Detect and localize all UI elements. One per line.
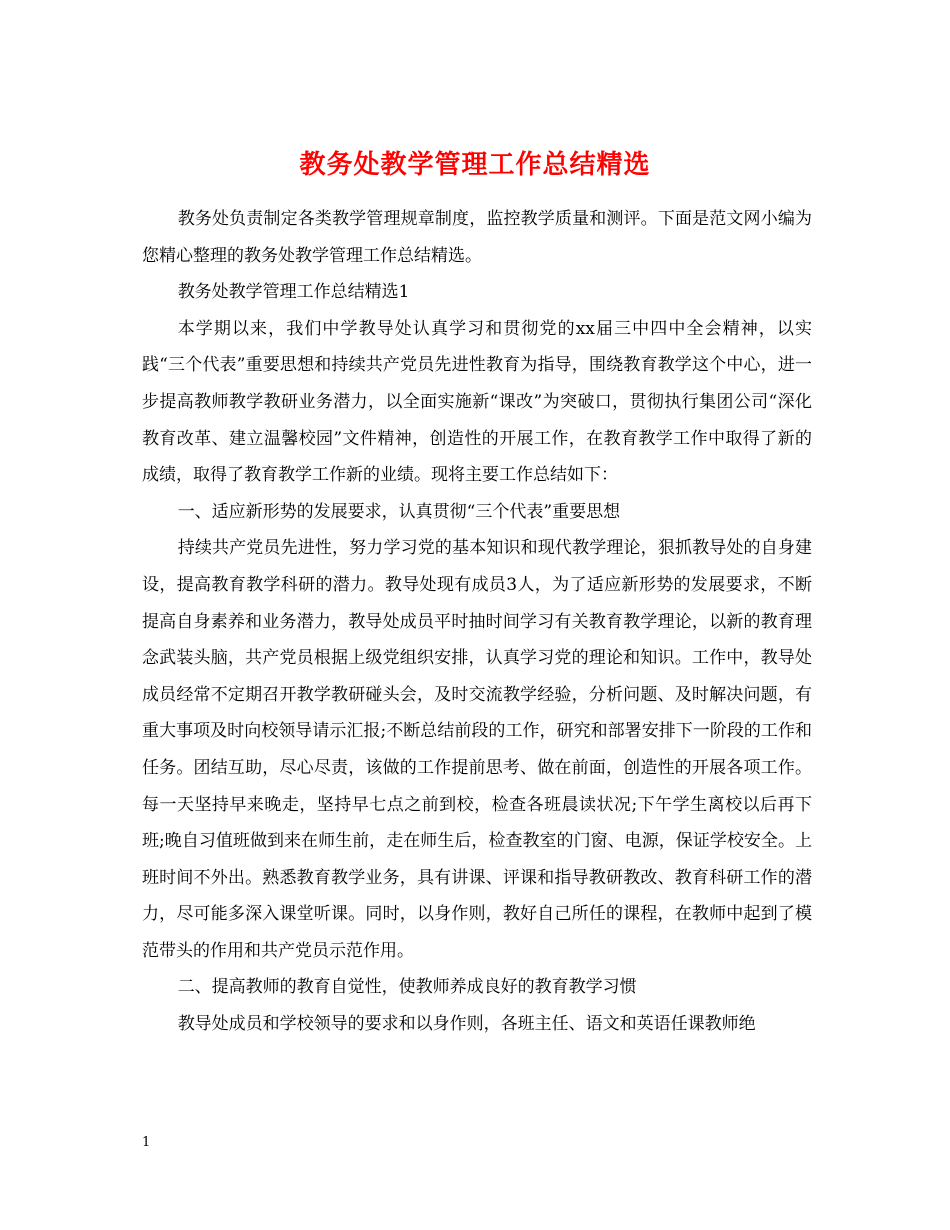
paragraph-subtitle: 教务处教学管理工作总结精选1 — [177, 282, 410, 303]
paragraph-section-1: 持续共产党员先进性，努力学习党的基本知识和现代教学理论，狠抓教导处的自身建设，提高教育教学科研的潜力。教导处现有成员3人，为了适应新形势的发展要求，不断提高自身素养和业务潜力，教导处成员平时抽时间学习有关教育教学理论，以新的教育理念武装头脑，共产党员根据上级党组织安排，认真学习党的理论和知识。工作中，教导处成员经常不定期召开教学教研碰头会，及时交流教学经验，分析问题、及时解决问题，有重大事项及时向校领导请示汇报;不断总结前段的工作，研究和部署安排下一阶段的工作和任务。团结互助，尽心尽责，该做的工作提前思考、做在前面，创造性的开展各项工作。每一天坚持早来晚走，坚持早七点之前到校，检查各班晨读状况;下午学生离校以后再下班;晚自习值班做到来在师生前，走在师生后，检查教室的门窗、电源，保证学校安全。上班时间不外出。熟悉教育教学业务，具有讲课、评课和指导教研教改、教育科研工作的潜力，尽可能多深入课堂听课。同时，以身作则，教好自己所任的课程，在教师中起到了模范带头的作用和共产党员示范作用。 — [142, 538, 812, 961]
paragraph-overview: 本学期以来，我们中学教导处认真学习和贯彻党的xx届三中四中全会精神，以实践“三个代表”重要思想和持续共产党员先进性教育为指导，围绕教育教学这个中心，进一步提高教师教学教研业务潜力，以全面实施新“课改”为突破口，贯彻执行集团公司“深化教育改革、建立温馨校园”文件精神，创造性的开展工作，在教育教学工作中取得了新的成绩，取得了教育教学工作新的业绩。现将主要工作总结如下： — [142, 318, 812, 486]
page-title: 教务处教学管理工作总结精选 — [299, 150, 651, 181]
paragraph-section-2: 教导处成员和学校领导的要求和以身作则，各班主任、语文和英语任课教师绝 — [177, 1014, 756, 1035]
section-heading-2: 二、提高教师的教育自觉性，使教师养成良好的教育教学习惯 — [177, 977, 637, 998]
page-number: 1 — [142, 1135, 151, 1150]
document-body — [142, 201, 812, 1043]
section-heading-1: 一、适应新形势的发展要求，认真贯彻“三个代表”重要思想 — [177, 501, 621, 522]
paragraph-intro: 教务处负责制定各类教学管理规章制度，监控教学质量和测评。下面是范文网小编为您精心整理的教务处教学管理工作总结精选。 — [142, 209, 812, 266]
